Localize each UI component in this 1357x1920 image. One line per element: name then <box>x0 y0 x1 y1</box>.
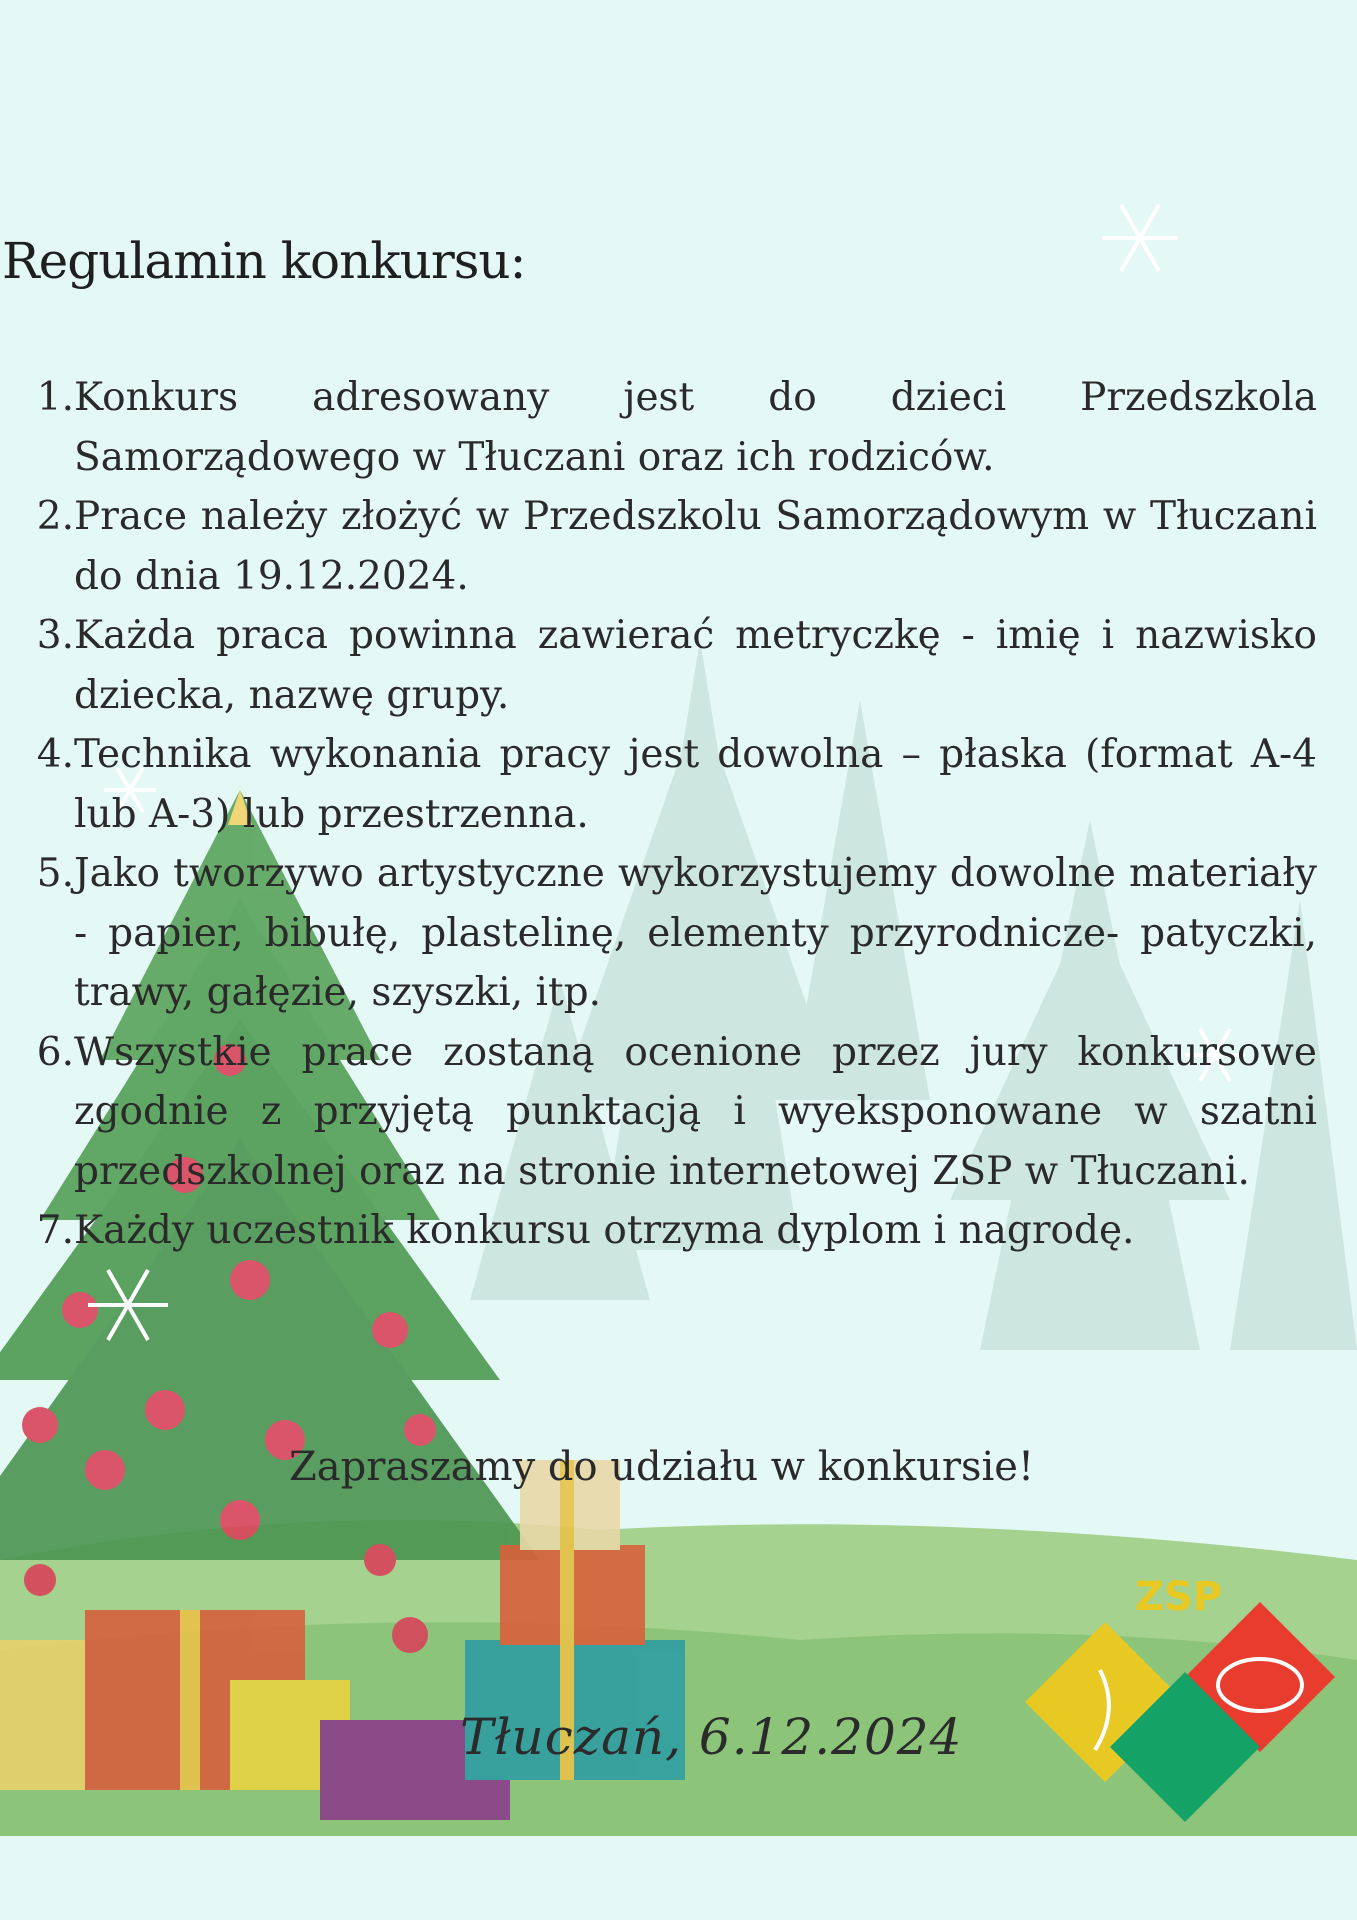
rule-number: 2. <box>36 494 74 539</box>
signature-date: Tłuczań, 6.12.2024 <box>460 1708 963 1766</box>
page-title: Regulamin konkursu: <box>2 232 526 290</box>
rule-number: 6. <box>36 1029 74 1075</box>
rule-number: 7. <box>36 1208 74 1253</box>
list-item <box>30 1201 1317 1261</box>
rule-number: 4. <box>36 732 74 777</box>
rule-text: Każdy uczestnik konkursu otrzyma dyplom i nagrodę. <box>74 1208 1135 1253</box>
list-item <box>30 368 1317 487</box>
rule-number: 5. <box>36 851 74 896</box>
rule-number: 1. <box>36 375 74 420</box>
rule-text: Technika wykonania pracy jest dowolna – płaska (format A-4 lub A-3) lub przestrzenna. <box>74 732 1317 837</box>
list-item <box>30 725 1317 844</box>
logo-text: ZSP <box>1135 1574 1223 1620</box>
list-item <box>30 1023 1317 1202</box>
rule-text: Każda praca powinna zawierać metryczkę - imię i nazwisko dziecka, nazwę grupy. <box>74 613 1317 718</box>
rule-text: Jako tworzywo artystyczne wykorzystujemy dowolne materiały - papier, bibułę, plastelinę, elementy przyrodnicze- patyczki, trawy, gałęzie, szyszki, itp. <box>74 851 1317 1015</box>
rule-text: Konkurs adresowany jest do dzieci Przedszkola Samorządowego w Tłuczani oraz ich rodziców. <box>74 375 1317 480</box>
rule-text: Prace należy złożyć w Przedszkolu Samorządowym w Tłuczani do dnia 19.12.2024. <box>74 494 1317 599</box>
zsp-logo <box>1020 1560 1340 1830</box>
list-item <box>30 844 1317 1023</box>
rules-list <box>30 368 1317 1261</box>
rule-number: 3. <box>36 613 74 658</box>
list-item <box>30 487 1317 606</box>
rule-text: Wszystkie prace zostaną ocenione przez jury konkursowe zgodnie z przyjętą punktacją i wyeksponowane w szatni przedszkolnej oraz na stronie internetowej ZSP w Tłuczani. <box>74 1029 1317 1194</box>
invitation-text: Zapraszamy do udziału w konkursie! <box>288 1444 1035 1490</box>
list-item <box>30 606 1317 725</box>
